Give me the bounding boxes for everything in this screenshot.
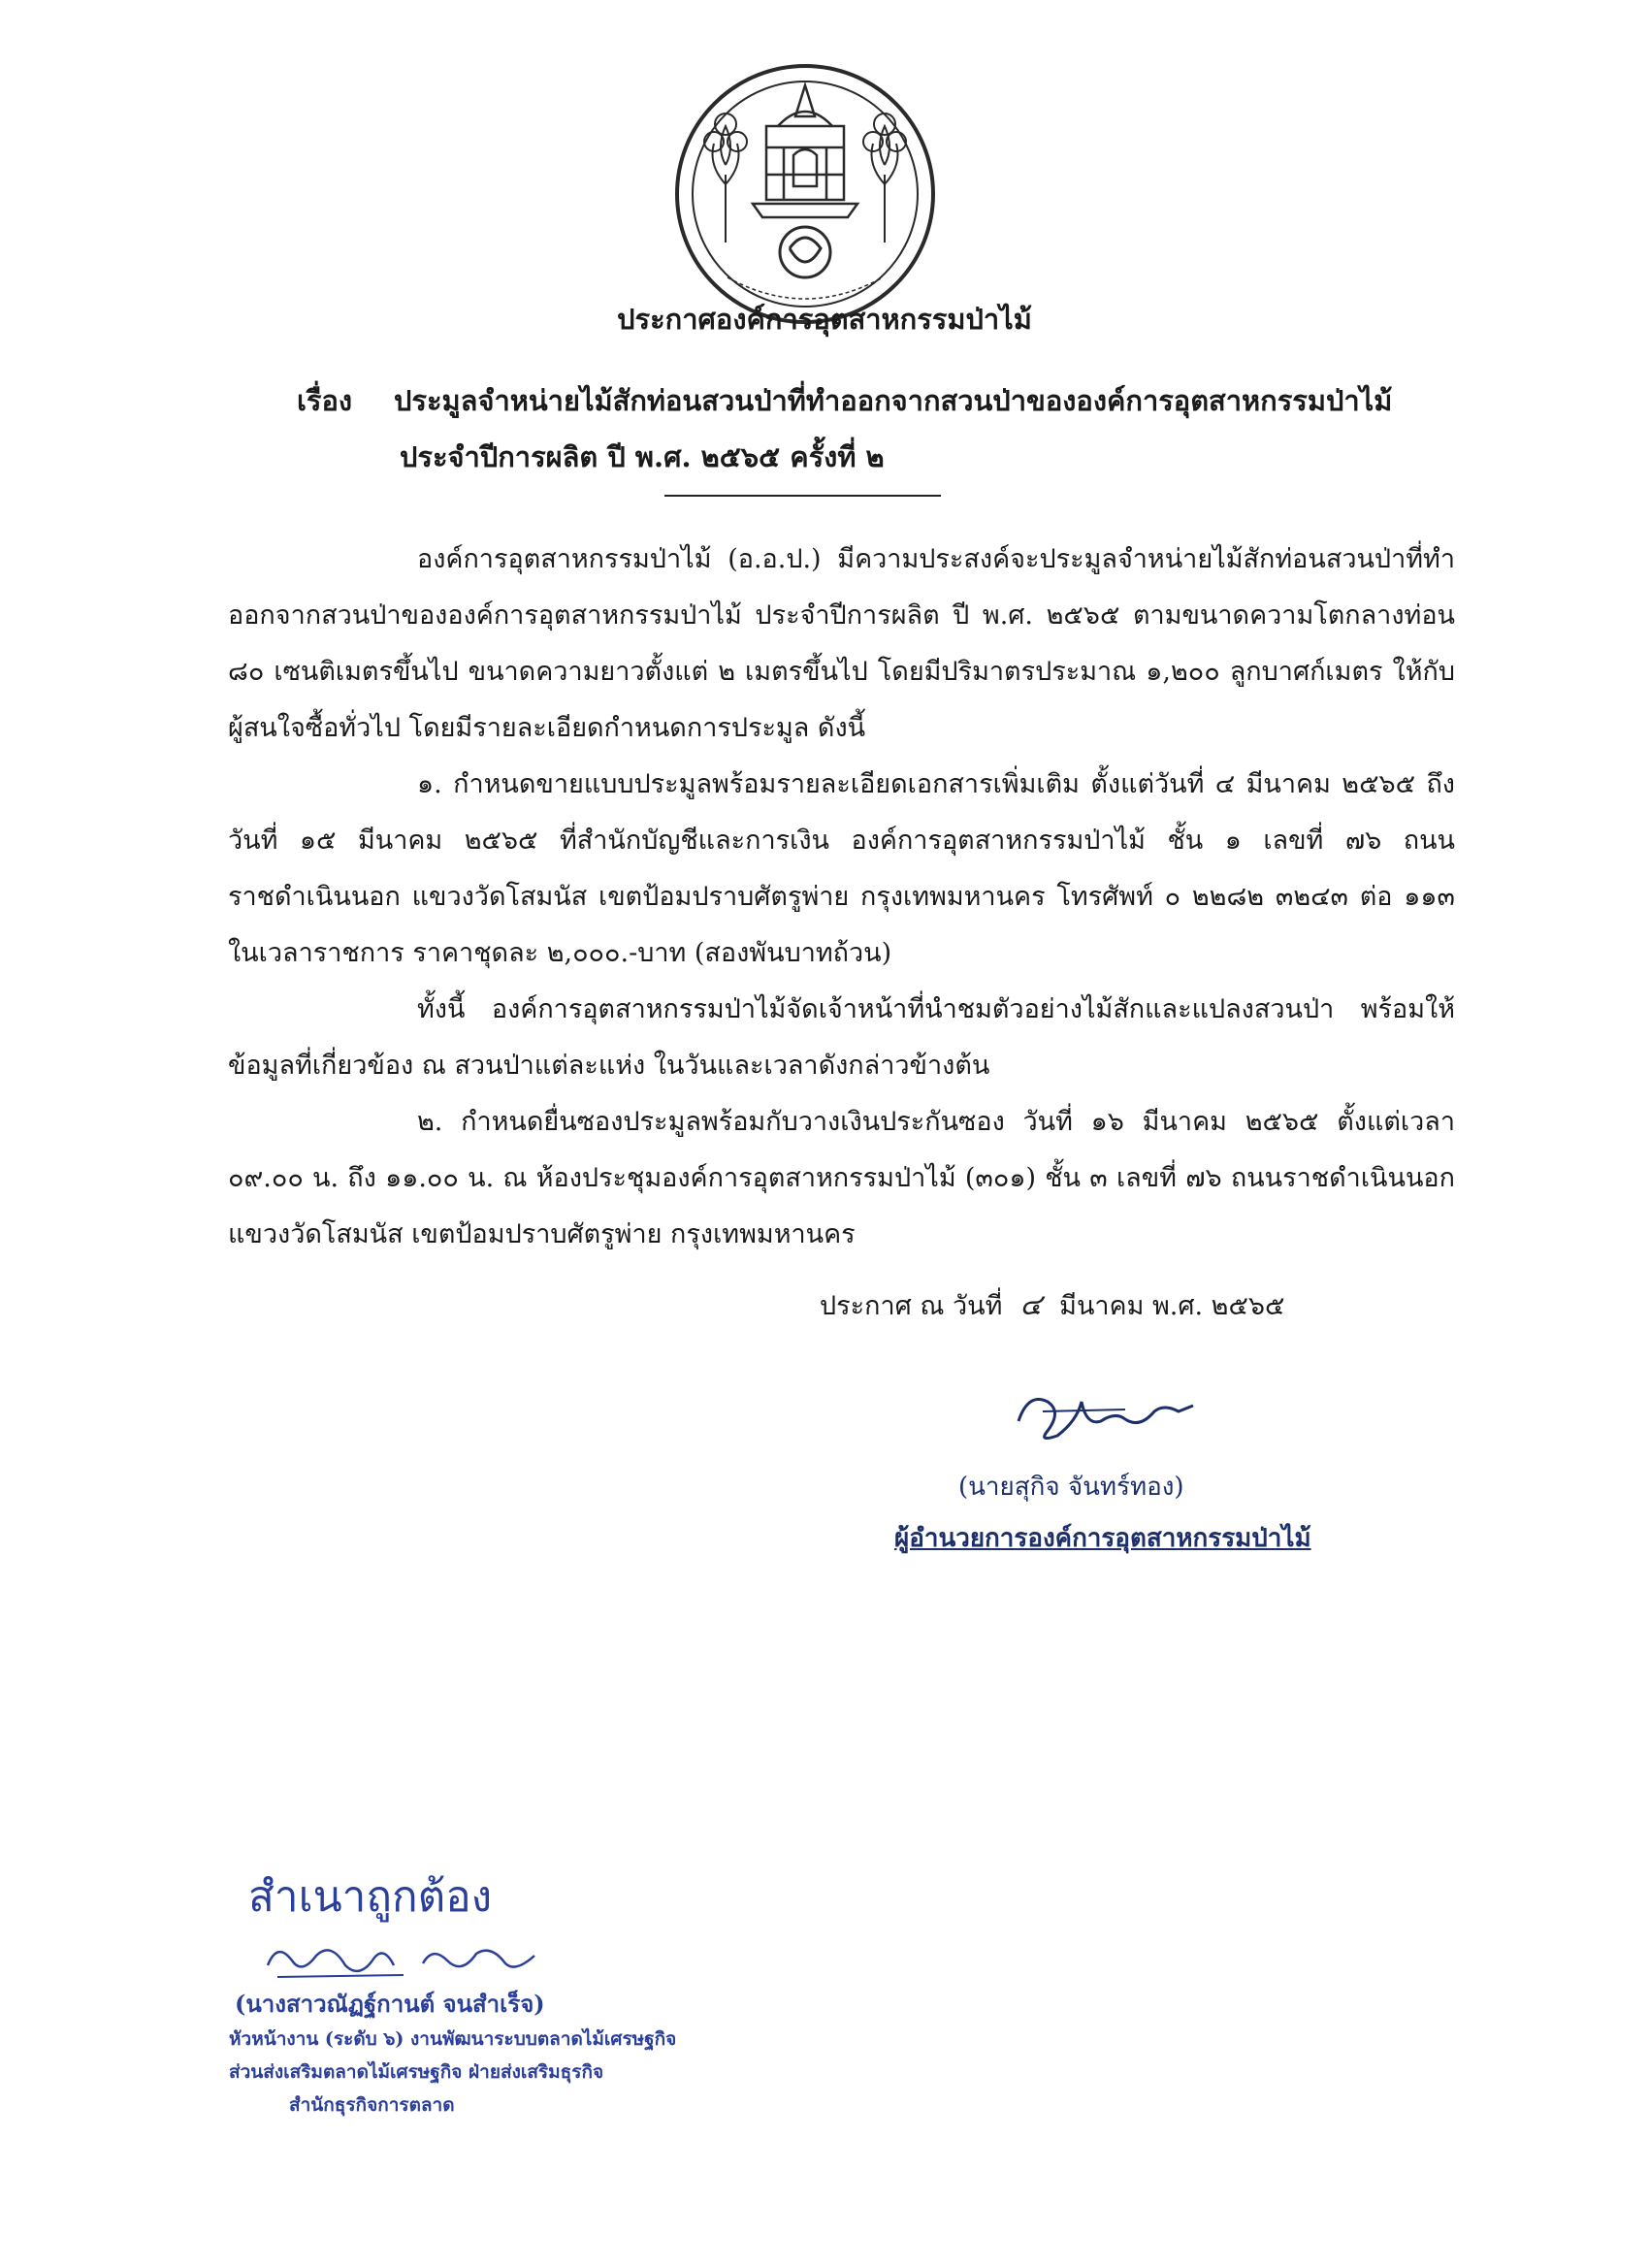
director-signature-icon bbox=[1009, 1382, 1203, 1450]
note-paragraph: ทั้งนี้ องค์การอุตสาหกรรมป่าไม้จัดเจ้าหน้าที่นำชมตัวอย่างไม้สักและแปลงสวนป่า พร้อมให้ข้อมูลที่เกี่ยวข้อง ณ สวนป่าแต่ละแห่ง ในวันและเวลาดังกล่าวข้างต้น bbox=[228, 994, 1455, 1081]
certifier-position-line-2: ส่วนส่งเสริมตลาดไม้เศรษฐกิจ ฝ่ายส่งเสริมธุรกิจ bbox=[229, 2061, 604, 2083]
subject-block bbox=[297, 373, 1392, 485]
item-2-paragraph: ๒. กำหนดยื่นซองประมูลพร้อมกับวางเงินประกันซอง วันที่ ๑๖ มีนาคม ๒๕๖๕ ตั้งแต่เวลา ๐๙.๐๐ น. ถึง ๑๑.๐๐ น. ณ ห้องประชุมองค์การอุตสาหกรรมป่าไม้ (๓๐๑) ชั้น ๓ เลขที่ ๗๖ ถนนราชดำเนินนอก แขวงวัดโสมนัส เขตป้อมปราบศัตรูพ่าย กรุงเทพมหานคร bbox=[228, 1107, 1455, 1249]
item-1-wrap bbox=[228, 757, 1455, 982]
certified-copy-stamp bbox=[229, 1863, 676, 2122]
certifier-position bbox=[229, 2023, 676, 2122]
subject-line-2: ประจำปีการผลิต ปี พ.ศ. ๒๕๖๕ ครั้งที่ ๒ bbox=[400, 440, 885, 473]
document-title: ประกาศองค์การอุตสาหกรรมป่าไม้ bbox=[617, 303, 1032, 336]
intro-paragraph: องค์การอุตสาหกรรมป่าไม้ (อ.อ.ป.) มีความประสงค์จะประมูลจำหน่ายไม้สักท่อนสวนป่าที่ทำออกจากสวนป่าขององค์การอุตสาหกรรมป่าไม้ ประจำปีการผลิต ปี พ.ศ. ๒๕๖๕ ตามขนาดความโตกลางท่อน ๘๐ เซนติเมตรขึ้นไป ขนาดความยาวตั้งแต่ ๒ เมตรขึ้นไป โดยมีปริมาตรประมาณ ๑,๒๐๐ ลูกบาศก์เมตร ให้กับผู้สนใจซื้อทั่วไป โดยมีรายละเอียดกำหนดการประมูล ดังนี้ bbox=[228, 544, 1455, 743]
announce-prefix: ประกาศ ณ วันที่ bbox=[820, 1291, 1003, 1321]
signatory-name: (นายสุกิจ จันทร์ทอง) bbox=[958, 1473, 1184, 1502]
subject-line-1: ประมูลจำหน่ายไม้สักท่อนสวนป่าที่ทำออกจากสวนป่าขององค์การอุตสาหกรรมป่าไม้ bbox=[394, 384, 1393, 417]
note-wrap bbox=[228, 982, 1455, 1094]
certifier-signature-icon bbox=[258, 1936, 549, 1985]
announcement-date bbox=[820, 1282, 1285, 1328]
organization-seal-icon bbox=[669, 58, 941, 330]
certifier-name: (นางสาวณัฏฐ์กานต์ จนสำเร็จ) bbox=[235, 1990, 545, 2018]
announce-suffix: มีนาคม พ.ศ. ๒๕๖๕ bbox=[1059, 1291, 1285, 1321]
item-1-paragraph: ๑. กำหนดขายแบบประมูลพร้อมรายละเอียดเอกสารเพิ่มเติม ตั้งแต่วันที่ ๔ มีนาคม ๒๕๖๕ ถึงวันที่ ๑๕ มีนาคม ๒๕๖๕ ที่สำนักบัญชีและการเงิน องค์การอุตสาหกรรมป่าไม้ ชั้น ๑ เลขที่ ๗๖ ถนนราชดำเนินนอก แขวงวัดโสมนัส เขตป้อมปราบศัตรูพ่าย กรุงเทพมหานคร โทรศัพท์ ๐ ๒๒๘๒ ๓๒๔๓ ต่อ ๑๑๓ ในเวลาราชการ ราคาชุดละ ๒,๐๐๐.-บาท (สองพันบาทถ้วน) bbox=[228, 769, 1455, 968]
certifier-position-line-3: สำนักธุรกิจการตลาด bbox=[289, 2094, 455, 2116]
signatory-position: ผู้อำนวยการองค์การอุตสาหกรรมป่าไม้ bbox=[894, 1524, 1311, 1553]
certified-copy-heading: สำเนาถูกต้อง bbox=[248, 1872, 493, 1922]
title-underline-divider bbox=[664, 495, 941, 497]
announce-day: ๔ bbox=[1019, 1288, 1043, 1322]
subject-label: เรื่อง bbox=[297, 384, 353, 417]
certifier-position-line-1: หัวหน้างาน (ระดับ ๖) งานพัฒนาระบบตลาดไม้เศรษฐกิจ bbox=[229, 2028, 677, 2050]
intro-paragraph-wrap bbox=[228, 532, 1455, 757]
item-2-wrap bbox=[228, 1094, 1455, 1263]
